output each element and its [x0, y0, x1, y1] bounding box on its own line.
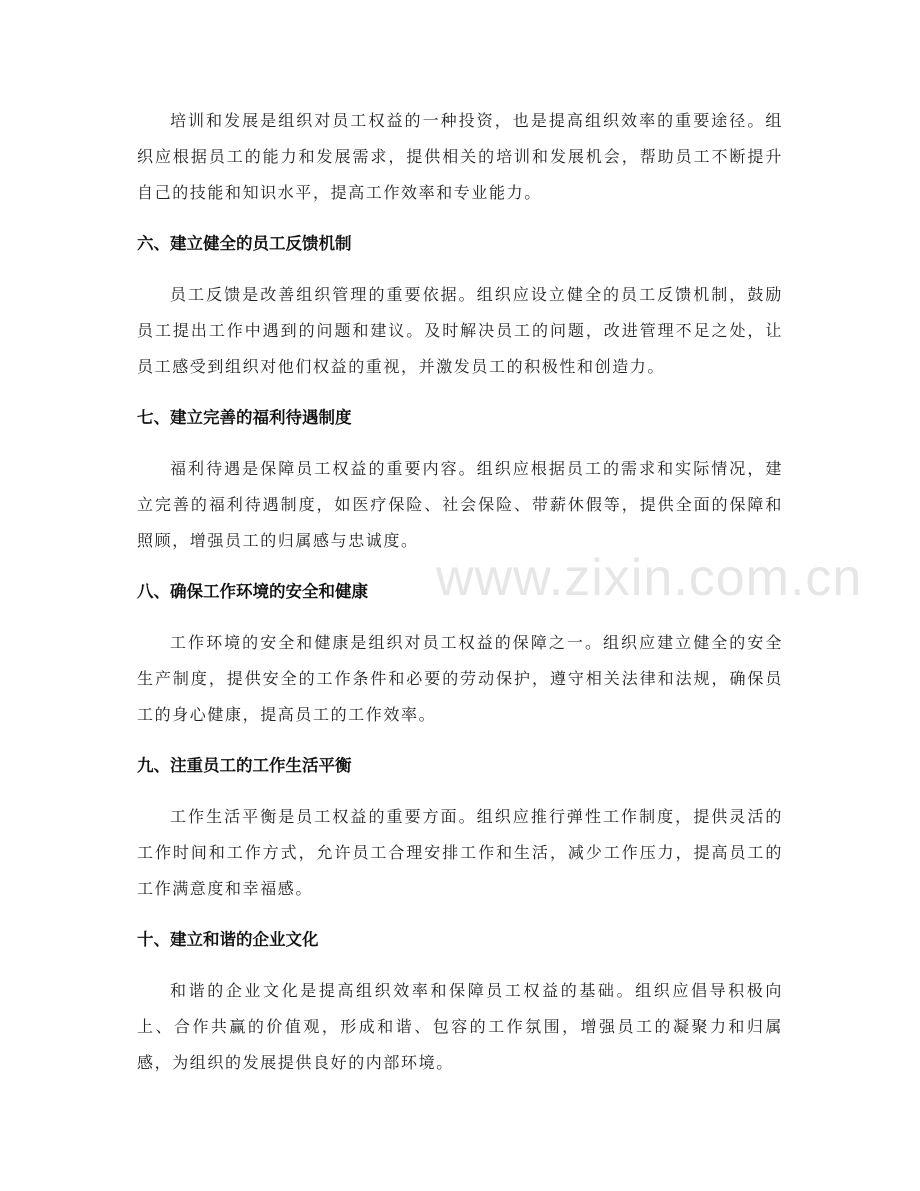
- heading-corporate-culture: 十、建立和谐的企业文化: [137, 930, 319, 949]
- heading-work-safety: 八、确保工作环境的安全和健康: [137, 582, 368, 601]
- paragraph-work-life-balance: 工作生活平衡是员工权益的重要方面。组织应推行弹性工作制度，提供灵活的工作时间和工作方式，允许员工合理安排工作和生活，减少工作压力，提高员工的工作满意度和幸福感。: [137, 807, 783, 898]
- heading-feedback-mechanism: 六、建立健全的员工反馈机制: [137, 234, 352, 253]
- paragraph-training: 培训和发展是组织对员工权益的一种投资，也是提高组织效率的重要途径。组织应根据员工的能力和发展需求，提供相关的培训和发展机会，帮助员工不断提升自己的技能和知识水平，提高工作效率和专业能力。: [137, 111, 783, 202]
- paragraph-welfare-system: 福利待遇是保障员工权益的重要内容。组织应根据员工的需求和实际情况，建立完善的福利待遇制度，如医疗保险、社会保险、带薪休假等，提供全面的保障和照顾，增强员工的归属感与忠诚度。: [137, 459, 783, 550]
- document-body: [137, 103, 783, 1081]
- watermark: www.zixin.com.cn: [436, 549, 863, 607]
- heading-work-life-balance: 九、注重员工的工作生活平衡: [137, 756, 352, 775]
- paragraph-feedback-mechanism: 员工反馈是改善组织管理的重要依据。组织应设立健全的员工反馈机制，鼓励员工提出工作中遇到的问题和建议。及时解决员工的问题，改进管理不足之处，让员工感受到组织对他们权益的重视，并激发员工的积极性和创造力。: [137, 285, 783, 376]
- paragraph-corporate-culture: 和谐的企业文化是提高组织效率和保障员工权益的基础。组织应倡导积极向上、合作共赢的价值观，形成和谐、包容的工作氛围，增强员工的凝聚力和归属感，为组织的发展提供良好的内部环境。: [137, 981, 783, 1072]
- paragraph-work-safety: 工作环境的安全和健康是组织对员工权益的保障之一。组织应建立健全的安全生产制度，提供安全的工作条件和必要的劳动保护，遵守相关法律和法规，确保员工的身心健康，提高员工的工作效率。: [137, 633, 783, 724]
- heading-welfare-system: 七、建立完善的福利待遇制度: [137, 408, 352, 427]
